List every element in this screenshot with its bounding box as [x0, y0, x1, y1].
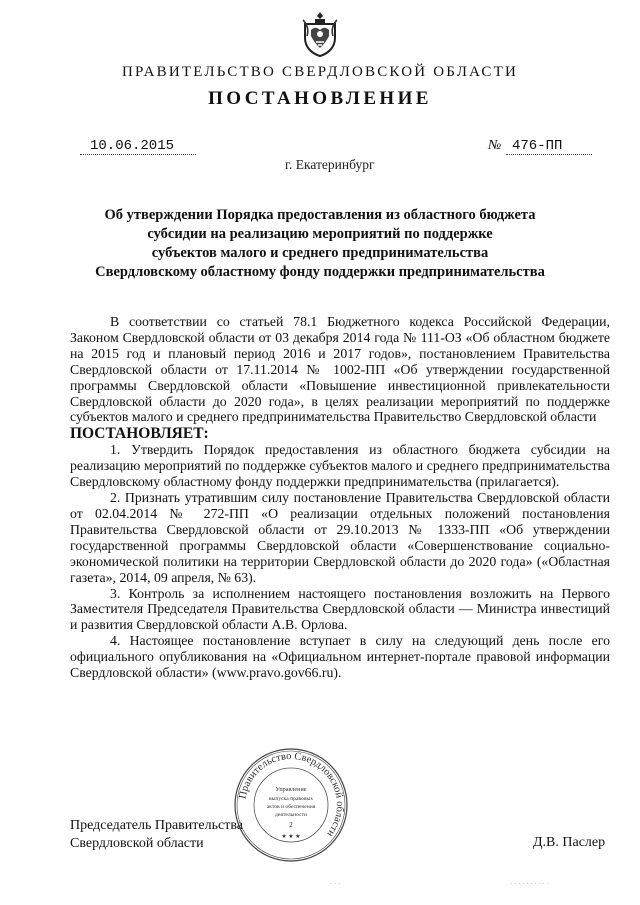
- preamble-paragraph: В соответствии со статьей 78.1 Бюджетного кодекса Российской Федерации, Законом Свердловской области от 03 декабря 2014 года № 111-ОЗ «Об областном бюджете на 2015 год и плановый период 2016 и 2017 годов», постановлением Правительства Свердловской области от 17.11.2014 № 1002-ПП «Об утверждении государственной программы Свердловской области «Повышение инвестиционной привлекательности Свердловской области до 2020 года», в целях реализации мероприятий по поддержке субъектов малого и среднего предпринимательства Правительство Свердловской области: [70, 314, 610, 425]
- title-line: субъектов малого и среднего предпринимательства: [151, 245, 489, 261]
- title-line: Об утверждении Порядка предоставления из областного бюджета: [104, 207, 536, 223]
- title-line: субсидии на реализацию мероприятий по поддержке: [147, 226, 493, 242]
- scan-artifact: · · ·: [330, 880, 341, 888]
- signatory-position-line: Председатель Правительства: [70, 818, 243, 833]
- decree-item: 3. Контроль за исполнением настоящего постановления возложить на Первого Заместителя Председателя Правительства Свердловской области — Министра инвестиций и развития Свердловской области А.В. Орлова.: [70, 585, 610, 633]
- organization-name: ПРАВИТЕЛЬСТВО СВЕРДЛОВСКОЙ ОБЛАСТИ: [121, 64, 519, 80]
- stamp-inner-line: выпуска правовых: [268, 796, 314, 802]
- stamp-inner-line: актов и обеспечения: [266, 804, 316, 810]
- signatory-position: [70, 817, 243, 853]
- number-label: №: [488, 138, 502, 153]
- decree-item: 2. Признать утратившим силу постановление Правительства Свердловской области от 02.04.2014 № 272-ПП «О реализации отдельных положений постановления Правительства Свердловской области от 29.10.2013 № 1333-ПП «Об утверждении государственной программы Свердловской области «Совершенствование социально-экономической политики на территории Свердловской области до 2020 года» («Областная газета», 2014, 09 апреля, № 63).: [70, 490, 610, 585]
- title-line: Свердловскому областному фонду поддержки предпринимательства: [95, 264, 545, 280]
- scan-artifact: · · · · · · · · · ·: [510, 880, 550, 888]
- stamp-stars-icon: ★ ★ ★: [281, 834, 301, 840]
- signatory-name: Д.В. Паслер: [533, 835, 606, 850]
- stamp-inner-line: деятельности: [274, 812, 308, 818]
- decree-item: 1. Утвердить Порядок предоставления из областного бюджета субсидии на реализацию мероприятий по поддержке субъектов малого и среднего предпринимательства Свердловскому областному фонду поддержки предпринимательства (прилагается).: [70, 442, 610, 490]
- official-stamp-icon: [232, 746, 350, 864]
- stamp-ring-text: Правительство Свердловской области: [237, 750, 346, 839]
- coat-of-arms-icon: [301, 10, 339, 58]
- document-title: [60, 206, 580, 282]
- document-date: 10.06.2015: [80, 138, 196, 155]
- stamp-inner-number: 2: [289, 821, 293, 829]
- document-type: ПОСТАНОВЛЕНИЕ: [208, 88, 432, 109]
- document-number: 476-ПП: [506, 138, 592, 155]
- document-body: [70, 314, 610, 681]
- signatory-position-line: Свердловской области: [70, 836, 204, 851]
- decree-heading: ПОСТАНОВЛЯЕТ:: [70, 425, 209, 443]
- decree-item: 4. Настоящее постановление вступает в силу на следующий день после его официального опубликования на «Официальном интернет-портале правовой информации Свердловской области» (www.pravo.gov66.ru).: [70, 633, 610, 681]
- document-city: г. Екатеринбург: [285, 157, 375, 172]
- stamp-inner-line: Управление: [275, 786, 307, 793]
